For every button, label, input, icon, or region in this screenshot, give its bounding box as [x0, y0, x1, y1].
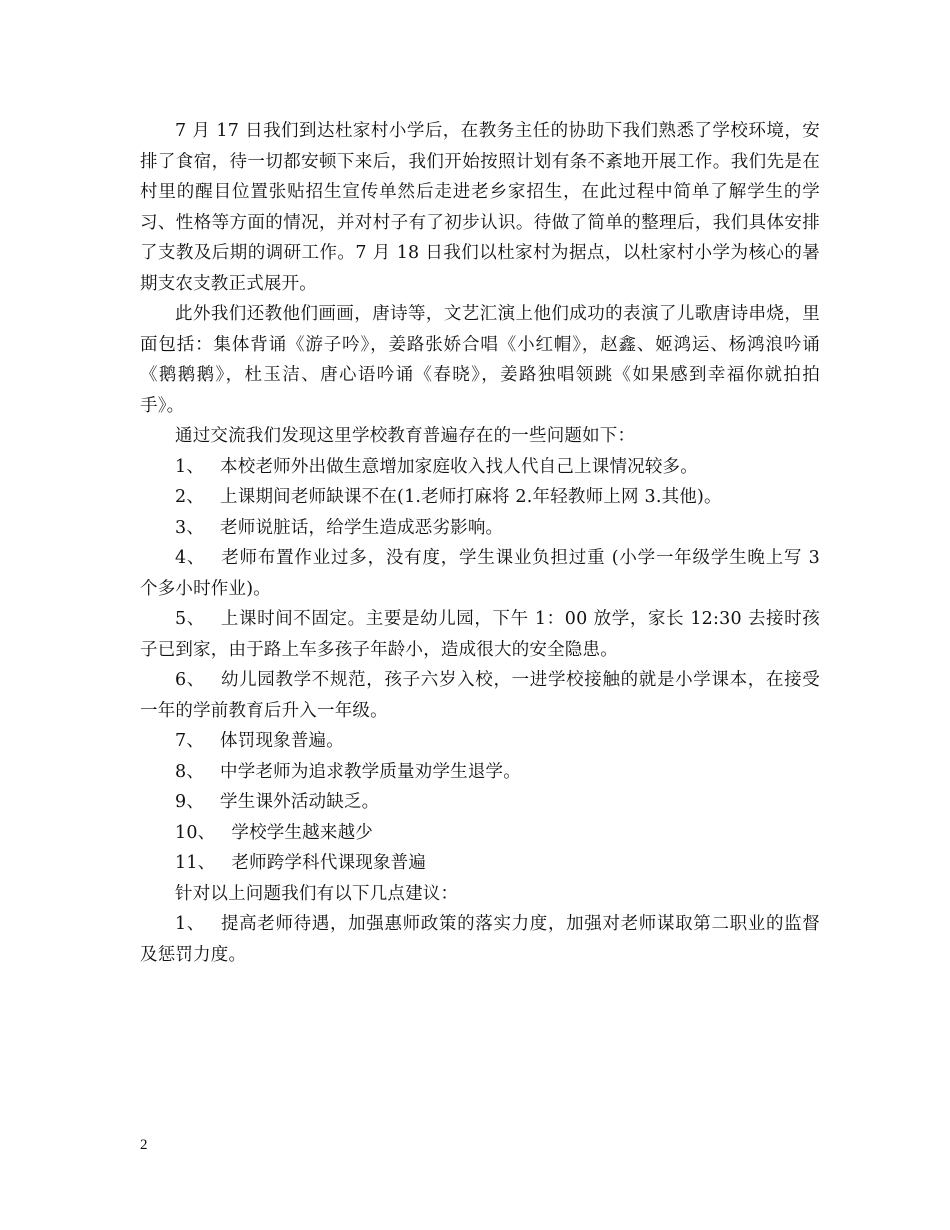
item-number: 6、: [175, 670, 205, 690]
page-number: 2: [140, 1137, 148, 1153]
paragraph-activities: 此外我们还教他们画画，唐诗等，文艺汇演上他们成功的表演了儿歌唐诗串烧，里面包括：集体背诵《游子吟》，姜路张娇合唱《小红帽》，赵鑫、姬鸿运、杨鸿浪吟诵《鹅鹅鹅》，杜玉洁、唐心语吟诵《春晓》，姜路独唱领跳《如果感到幸福你就拍拍手》。: [140, 304, 820, 416]
item-number: 11、: [175, 853, 216, 873]
item-text: 上课时间不固定。主要是幼儿园，下午 1：00 放学，家长 12:30 去接时孩子已到家，由于路上车多孩子年龄小，造成很大的安全隐患。: [140, 609, 820, 660]
problem-item-2: [140, 482, 820, 513]
item-text: 提高老师待遇，加强惠师政策的落实力度，加强对老师谋取第二职业的监督及惩罚力度。: [140, 914, 820, 965]
problem-item-6: [140, 665, 820, 726]
problem-item-7: [140, 726, 820, 757]
item-number: 7、: [175, 731, 205, 751]
item-number: 4、: [175, 548, 206, 568]
item-number: 10、: [175, 822, 216, 843]
problem-item-9: [140, 787, 820, 818]
item-number: 3、: [175, 517, 205, 538]
item-text: 学校学生越来越少: [231, 822, 373, 843]
item-number: 9、: [175, 792, 205, 812]
problem-item-11: [140, 848, 820, 879]
item-text: 本校老师外出做生意增加家庭收入找人代自己上课情况较多。: [220, 456, 698, 477]
item-text: 上课期间老师缺课不在(1.老师打麻将 2.年轻教师上网 3.其他)。: [220, 487, 722, 507]
problem-item-3: [140, 513, 820, 544]
paragraph-suggestions-intro: 针对以上问题我们有以下几点建议：: [175, 883, 459, 904]
problem-item-4: [140, 543, 820, 604]
paragraph-problems-intro: 通过交流我们发现这里学校教育普遍存在的一些问题如下：: [175, 426, 636, 446]
item-text: 老师说脏话，给学生造成恶劣影响。: [220, 517, 504, 538]
item-text: 幼儿园教学不规范，孩子六岁入校，一进学校接触的就是小学课本，在接受一年的学前教育后升入一年级。: [140, 670, 820, 721]
paragraph-arrival: 7 月 17 日我们到达杜家村小学后，在教务主任的协助下我们熟悉了学校环境，安排了食宿，待一切都安顿下来后，我们开始按照计划有条不紊地开展工作。我们先是在村里的醒目位置张贴招生宣传单然后走进老乡家招生，在此过程中简单了解学生的学习、性格等方面的情况，并对村子有了初步认识。待做了简单的整理后，我们具体安排了支教及后期的调研工作。7 月 18 日我们以杜家村为据点，以杜家村小学为核心的暑期支农支教正式展开。: [140, 121, 820, 294]
problem-item-8: [140, 757, 820, 788]
suggestion-item-1: [140, 909, 820, 970]
item-number: 5、: [175, 609, 205, 629]
item-number: 2、: [175, 487, 205, 507]
item-number: 1、: [175, 456, 205, 477]
item-text: 学生课外活动缺乏。: [220, 792, 380, 812]
problem-item-10: [140, 818, 820, 849]
document-body: [140, 116, 820, 970]
item-text: 体罚现象普遍。: [220, 731, 344, 751]
item-text: 中学老师为追求教学质量劝学生退学。: [220, 761, 521, 782]
problem-item-5: [140, 604, 820, 665]
item-number: 8、: [175, 761, 205, 782]
item-text: 老师跨学科代课现象普遍: [231, 853, 427, 873]
problem-item-1: [140, 452, 820, 483]
item-number: 1、: [175, 914, 205, 934]
item-text: 老师布置作业过多，没有度，学生课业负担过重 (小学一年级学生晚上写 3 个多小时作业)。: [140, 548, 820, 599]
